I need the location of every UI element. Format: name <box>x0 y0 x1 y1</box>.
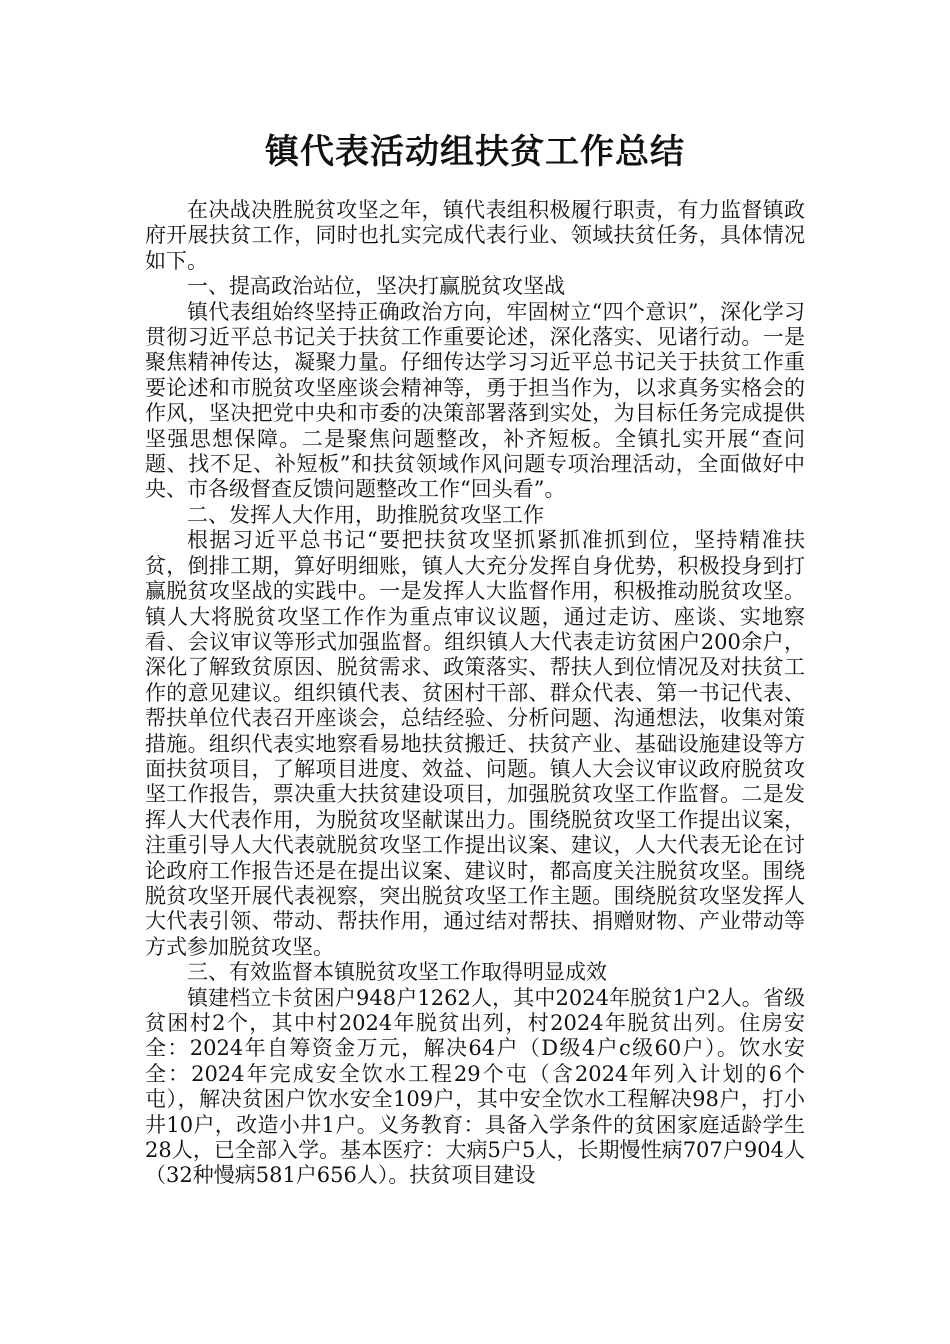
section-heading-2: 二、发挥人大作用，助推脱贫攻坚工作 <box>187 502 544 527</box>
section-heading-3: 三、有效监督本镇脱贫攻坚工作取得明显成效 <box>187 960 607 985</box>
document-body <box>145 198 805 1189</box>
section-heading-1: 一、提高政治站位，坚决打赢脱贫攻坚战 <box>187 274 565 299</box>
document-title: 镇代表活动组扶贫工作总结 <box>265 132 685 172</box>
intro-paragraph: 在决战决胜脱贫攻坚之年，镇代表组积极履行职责，有力监督镇政府开展扶贫工作，同时也扎实完成代表行业、领域扶贫任务，具体情况如下。 <box>145 198 805 273</box>
section-2-paragraph: 根据习近平总书记“要把扶贫攻坚抓紧抓准抓到位，坚持精准扶贫，倒排工期，算好明细账，镇人大充分发挥自身优势，积极投身到打赢脱贫攻坚战的实践中。一是发挥人大监督作用，积极推动脱贫攻坚。镇人大将脱贫攻坚工作作为重点审议议题，通过走访、座谈、实地察看、会议审议等形式加强监督。组织镇人大代表走访贫困户200余户，深化了解致贫原因、脱贫需求、政策落实、帮扶人到位情况及对扶贫工作的意见建议。组织镇代表、贫困村干部、群众代表、第一书记代表、帮扶单位代表召开座谈会，总结经验、分析问题、沟通想法，收集对策措施。组织代表实地察看易地扶贫搬迁、扶贫产业、基础设施建设等方面扶贫项目，了解项目进度、效益、问题。镇人大会议审议政府脱贫攻坚工作报告，票决重大扶贫建设项目，加强脱贫攻坚工作监督。二是发挥人大代表作用，为脱贫攻坚献谋出力。围绕脱贫攻坚工作提出议案，注重引导人大代表就脱贫攻坚工作提出议案、建议，人大代表无论在讨论政府工作报告还是在提出议案、建议时，都高度关注脱贫攻坚。围绕脱贫攻坚开展代表视察，突出脱贫攻坚工作主题。围绕脱贫攻坚发挥人大代表引领、带动、帮扶作用，通过结对帮扶、捐赠财物、产业带动等方式参加脱贫攻坚。 <box>145 528 805 959</box>
section-1-paragraph: 镇代表组始终坚持正确政治方向，牢固树立“四个意识”，深化学习贯彻习近平总书记关于扶贫工作重要论述，深化落实、见诸行动。一是聚焦精神传达，凝聚力量。仔细传达学习习近平总书记关于扶贫工作重要论述和市脱贫攻坚座谈会精神等，勇于担当作为，以求真务实格会的作风，坚决把党中央和市委的决策部署落到实处，为目标任务完成提供坚强思想保障。二是聚焦问题整改，补齐短板。全镇扎实开展“查问题、找不足、补短板”和扶贫领域作风问题专项治理活动，全面做好中央、市各级督查反馈问题整改工作“回头看”。 <box>145 299 805 502</box>
section-3-paragraph: 镇建档立卡贫困户948户1262人，其中2024年脱贫1户2人。省级贫困村2个，其中村2024年脱贫出列，村2024年脱贫出列。住房安全：2024年自筹资金万元，解决64户（D级4户c级60户）。饮水安全：2024年完成安全饮水工程29个屯（含2024年列入计划的6个屯），解决贫困户饮水安全109户，其中安全饮水工程解决98户，打小井10户，改造小井1户。义务教育：具备入学条件的贫困家庭适龄学生28人，已全部入学。基本医疗：大病5户5人，长期慢性病707户904人（32种慢病581户656人）。扶贫项目建设 <box>145 985 805 1188</box>
